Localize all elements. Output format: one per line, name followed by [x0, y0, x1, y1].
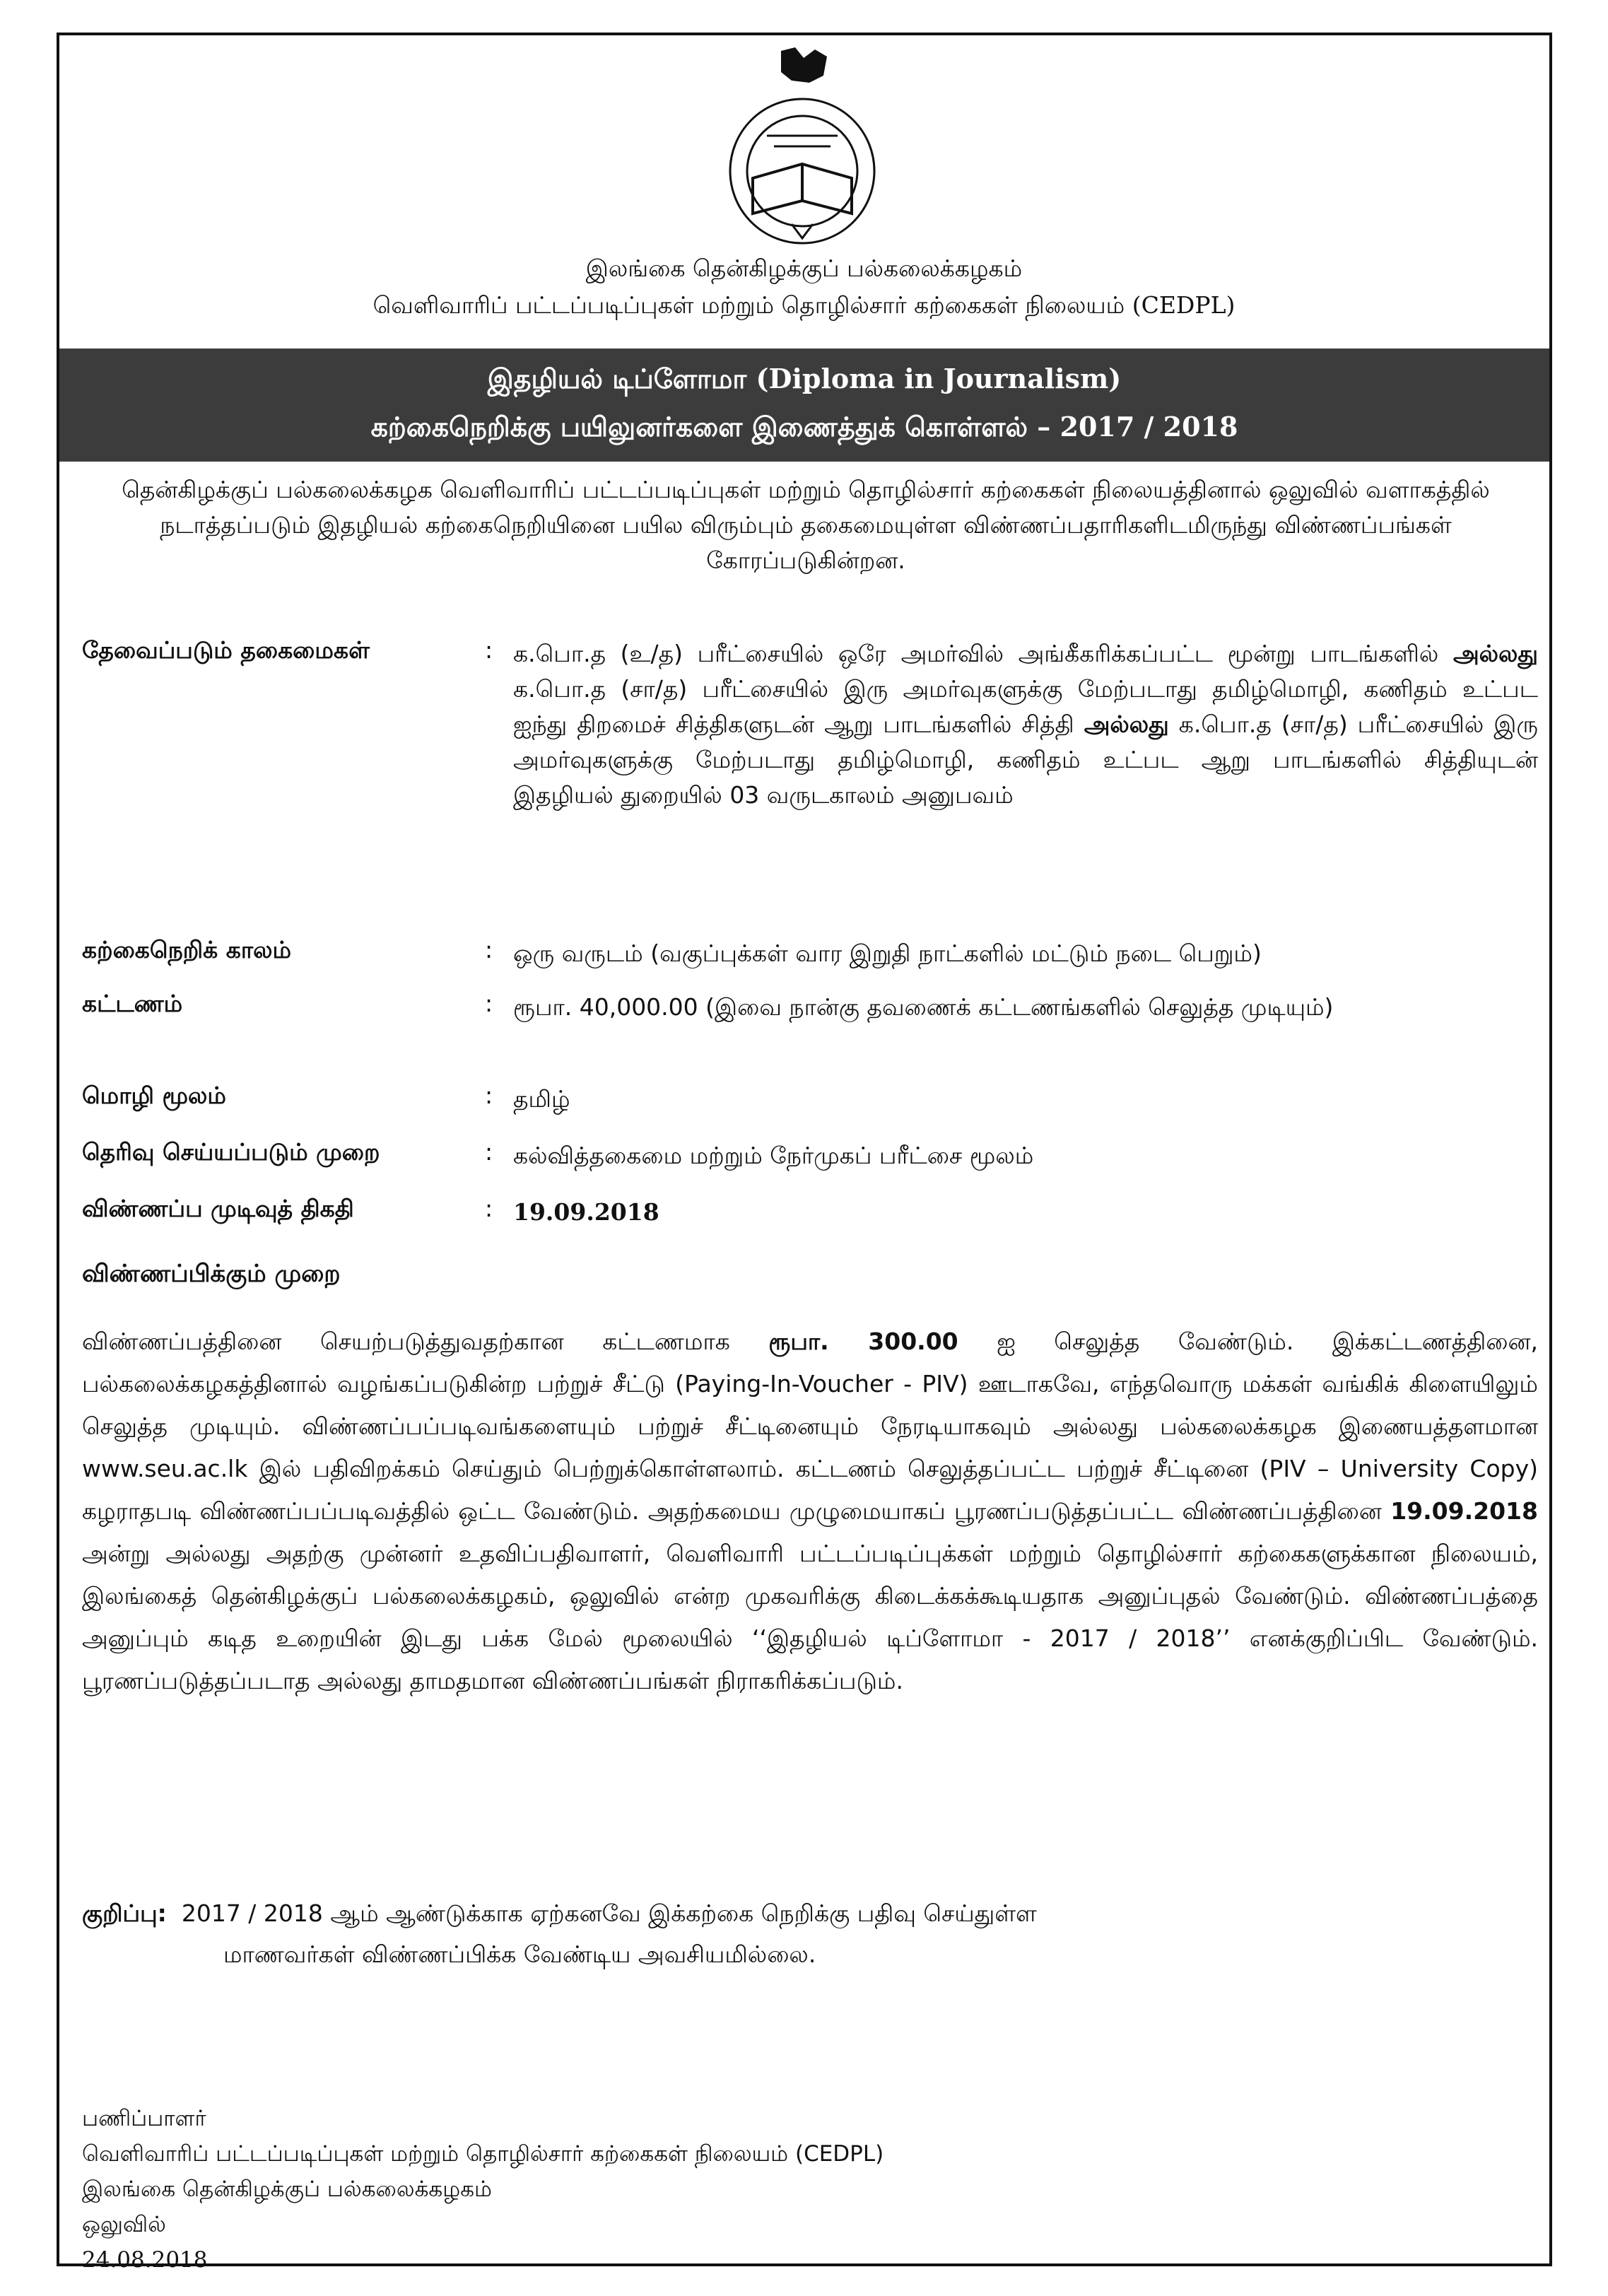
title-line-2: கற்கைநெறிக்கு பயிலுனர்களை இணைத்துக் கொள்ளல் – 2017 / 2018 [370, 411, 1238, 443]
note-section [82, 1893, 1538, 1975]
qualifications-label: தேவைப்படும் தகைமைகள் [82, 636, 370, 664]
application-fee-amount: ரூபா. 300.00 [768, 1328, 958, 1355]
how-to-apply-heading: விண்ணப்பிக்கும் முறை [82, 1260, 341, 1288]
note-text-2: மாணவர்கள் விண்ணப்பிக்க வேண்டிய அவசியமில்லை. [223, 1940, 816, 1968]
centre-name: வெளிவாரிப் பட்டப்படிப்புகள் மற்றும் தொழில்சார் கற்கைகள் நிலையம் (CEDPL) [372, 291, 1236, 319]
how-to-apply-paragraph [82, 1320, 1538, 1702]
medium-value: தமிழ் [513, 1085, 570, 1113]
duration-sep: : [485, 936, 493, 964]
fee-value: ரூபா. 40,000.00 (இவை நான்கு தவணைக் கட்டணங்களில் செலுத்த முடியும்) [513, 993, 1334, 1021]
or-keyword-2: அல்லது [1084, 710, 1169, 738]
fee-sep: : [485, 990, 493, 1017]
intro-paragraph: தென்கிழக்குப் பல்கலைக்கழக வெளிவாரிப் பட்டப்படிப்புகள் மற்றும் தொழில்சார் கற்கைகள் நிலையத்தினால் ஒலுவில் வளாகத்தில் நடாத்தப்படும் இதழியல் கற்கைநெறியினை பயில விரும்பும் தகைமையுள்ள விண்ணப்பதாரிகளிடமிருந்து விண்ணப்பங்கள் கோரப்படுகின்றன. [122, 476, 1490, 574]
note-text-1: 2017 / 2018 ஆம் ஆண்டுக்காக ஏற்கனவே இக்கற்கை நெறிக்கு பதிவு செய்துள்ள [181, 1899, 1037, 1927]
title-banner [59, 348, 1549, 462]
title-line-1: இதழியல் டிப்ளோமா (Diploma in Journalism) [487, 363, 1122, 394]
duration-label: கற்கைநெறிக் காலம் [82, 936, 292, 964]
qualifications-value [513, 636, 1538, 813]
qualifications-sep: : [485, 636, 493, 664]
apply-text-1: விண்ணப்பத்தினை செயற்படுத்துவதற்கான கட்டணமாக [82, 1328, 730, 1355]
apply-text-2: ஐ செலுத்த வேண்டும். இக்கட்டணத்தினை, பல்கலைக்கழகத்தினால் வழங்கப்படுகின்ற பற்றுச் சீட்டு (Paying-In-Voucher - PIV) ஊடாகவே, எந்தவொரு மக்கள் வங்கிக் கிளையிலும் செலுத்த முடியும். விண்ணப்பப்படிவங்களையும் பற்றுச் சீட்டினையும் நேரடியாகவும் அல்லது பல்கலைக்கழக இணையத்தளமான www.seu.ac.lk இல் பதிவிறக்கம் செய்தும் பெற்றுக்கொள்ளலாம். கட்டணம் செலுத்தப்பட்ட பற்றுச் சீட்டினை (PIV – University Copy) கழராதபடி விண்ணப்பப்படிவத்தில் ஒட்ட வேண்டும். அதற்கமைய முழுமையாகப் பூரணப்படுத்தப்பட்ட விண்ணப்பத்தினை [82, 1328, 1538, 1525]
signature-block [82, 2101, 884, 2278]
university-name: இலங்கை தென்கிழக்குப் பல்கலைக்கழகம் [585, 254, 1023, 282]
selection-value: கல்வித்தகைமை மற்றும் நேர்முகப் பரீட்சை மூலம் [513, 1142, 1034, 1169]
university-crest-logo [724, 44, 880, 249]
application-deadline: 19.09.2018 [1390, 1497, 1538, 1525]
selection-sep: : [485, 1138, 493, 1166]
medium-label: மொழி மூலம் [82, 1082, 226, 1109]
qualification-option-1: க.பொ.த (உ/த) பரீட்சையில் ஒரே அமர்வில் அங்கீகரிக்கப்பட்ட மூன்று பாடங்களில் [513, 640, 1439, 667]
apply-text-3: அன்று அல்லது அதற்கு முன்னர் உதவிப்பதிவாளர், வெளிவாரி பட்டப்படிப்புக்கள் மற்றும் தொழில்சார் கற்கைகளுக்கான நிலையம், இலங்கைத் தென்கிழக்குப் பல்கலைக்கழகம், ஒலுவில் என்ற முகவரிக்கு கிடைக்கக்கூடியதாக அனுப்புதல் வேண்டும். விண்ணப்பத்தை அனுப்பும் கடித உறையின் இடது பக்க மேல் மூலையில் ‘‘இதழியல் டிப்ளோமா - 2017 / 2018’’ எனக்குறிப்பிட வேண்டும். பூரணப்படுத்தப்படாத அல்லது தாமதமான விண்ணப்பங்கள் நிராகரிக்கப்படும். [82, 1540, 1538, 1694]
closing-date-sep: : [485, 1195, 493, 1222]
selection-label: தெரிவு செய்யப்படும் முறை [82, 1138, 380, 1166]
or-keyword-1: அல்லது [1453, 640, 1539, 667]
fee-label: கட்டணம் [82, 990, 183, 1017]
signatory-place: ஒலுவில் [82, 2212, 166, 2237]
signatory-role: பணிப்பாளர் [82, 2106, 206, 2131]
qualification-option-3: க.பொ.த (சா/த) பரீட்சையில் இரு அமர்வுகளுக்கு மேற்படாது தமிழ்மொழி, கணிதம் உட்பட ஆறு பாடங்களில் சித்தியுடன் இதழியல் துறையில் 03 வருடகாலம் அனுபவம் [513, 710, 1538, 809]
notice-date: 24.08.2018 [82, 2247, 208, 2273]
closing-date-value: 19.09.2018 [513, 1198, 659, 1226]
note-label: குறிப்பு: [82, 1899, 167, 1927]
qualification-option-2: க.பொ.த (சா/த) பரீட்சையில் இரு அமர்வுகளுக்கு மேற்படாது தமிழ்மொழி, கணிதம் உட்பட ஐந்து திறமைச் சித்திகளுடன் ஆறு பாடங்களில் சித்தி [513, 675, 1538, 738]
medium-sep: : [485, 1082, 493, 1109]
signatory-university: இலங்கை தென்கிழக்குப் பல்கலைக்கழகம் [82, 2177, 492, 2202]
signatory-org: வெளிவாரிப் பட்டப்படிப்புகள் மற்றும் தொழில்சார் கற்கைகள் நிலையம் (CEDPL) [82, 2141, 884, 2167]
duration-value: ஒரு வருடம் (வகுப்புக்கள் வார இறுதி நாட்களில் மட்டும் நடை பெறும்) [513, 939, 1262, 967]
closing-date-label: விண்ணப்ப முடிவுத் திகதி [82, 1195, 354, 1222]
